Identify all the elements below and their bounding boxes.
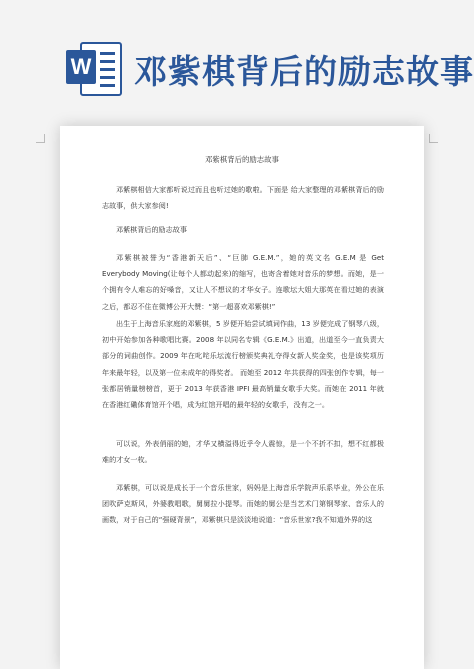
word-document-icon [66,38,124,98]
word-badge: W [66,50,96,84]
paragraph-intro: 邓紫棋相信大家都听说过而且也听过她的歌啦。下面是 给大家整理的邓紫棋背后的励志故事，供大家参阅! [102,185,384,211]
document-page [60,126,424,669]
paragraph-talent: 可以说，外表俏丽的她，才华又横溢得近乎令人震惊，是一个不折不扣，想不红都极难的才女一枚。 [102,439,384,465]
banner-title: 邓紫棋背后的励志故事 [134,52,474,91]
paragraph-family: 邓紫棋，可以说是成长于一个音乐世家，妈妈是上海音乐学院声乐系毕业，外公在乐团吹萨克斯风，外婆教唱歌，舅舅拉小提琴。而她的舅公是当艺术门第钢琴家、音乐人的画数，对于自己的“强硬背景”，邓紫棋只是淡淡地说道：“音乐世家?我不知道外界的这 [102,483,384,525]
page-corner-mark [429,134,438,143]
paragraph-subheading: 邓紫棋背后的励志故事 [116,225,187,234]
document-title: 邓紫棋背后的励志故事 [205,155,279,164]
page-corner-mark [36,134,45,143]
paragraph-career: 出生于上海音乐家庭的邓紫棋，5 岁便开始尝试填词作曲，13 岁便完成了钢琴八级，初中开始参加各种歌唱比赛。2008 年以同名专辑《G.E.M.》出道，出道至今一直负责大部分的词曲创作。2009 年在叱咤乐坛流行榜颁奖典礼夺得女新人奖金奖，也是该奖项历年来最年轻，以及第一位未成年的得奖者。 而她至 2012 年共获得的四张创作专辑，每一张都居销量榜榜首，更于 2013 年获香港 IPFI 最高销量女歌手大奖。而她在 2011 年就在香港红磡体育馆开个唱，成为红馆开唱的最年轻的女歌手，没有之一。 [102,319,384,410]
header-banner [0,0,474,118]
paragraph-nickname: 邓紫棋被誉为“香港新天后”、“巨肺 G.E.M.”，她的英文名 G.E.M 是 Get Everybody Moving(让每个人都动起来)的缩写，也寄含着她对音乐的梦想。而她，是一个拥有令人难忘的好嗓音，又让人不想议的才华女子。连歌坛大姐大那英在看过她的表演之后，都忍不住在微博公开大赞：“第一超喜欢邓紫棋!” [102,253,384,311]
